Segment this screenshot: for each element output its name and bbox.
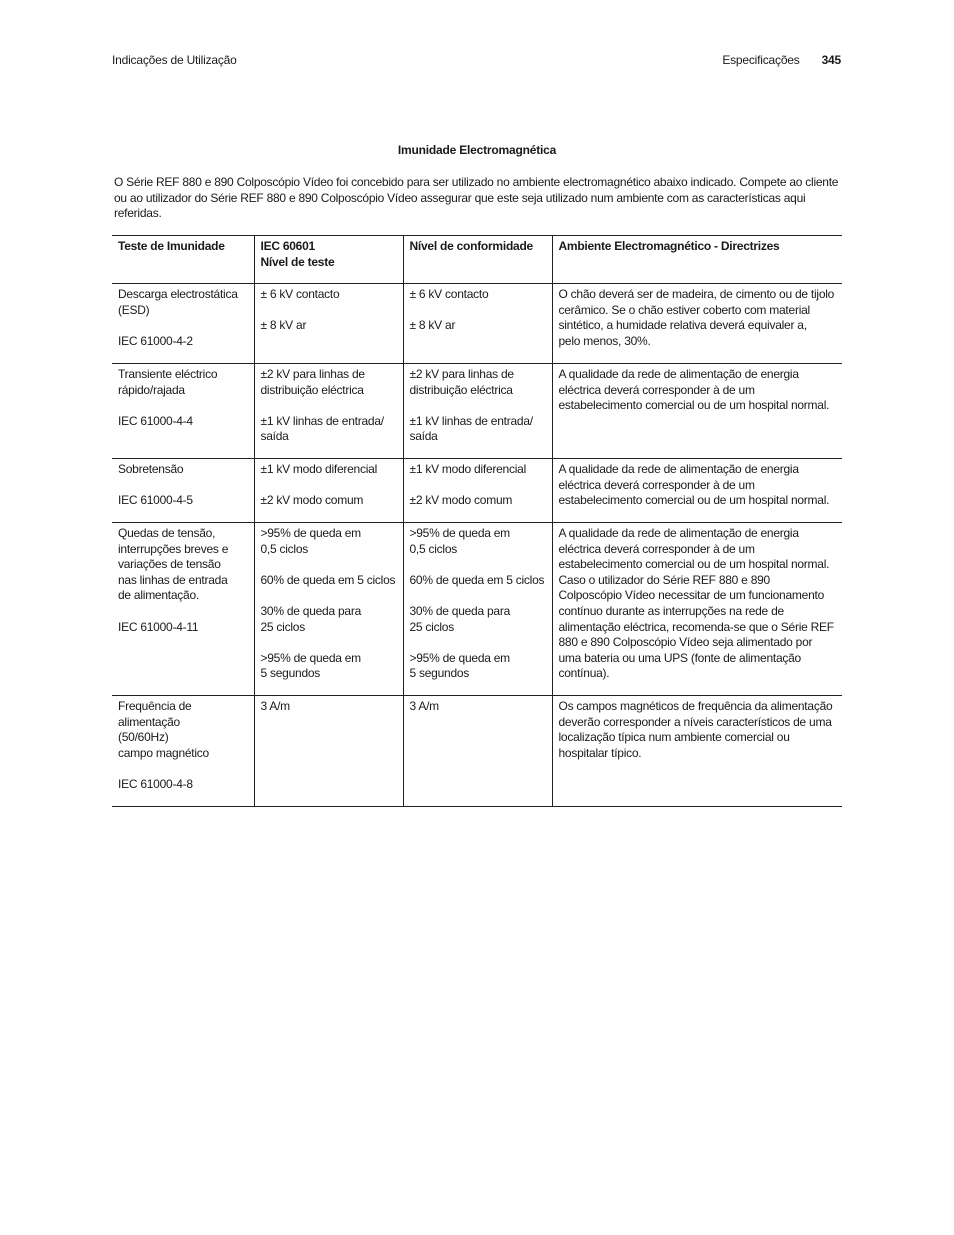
cell-compliance-level: ±2 kV para linhas de distribuição eléctrica ±1 kV linhas de entrada/ saída — [403, 364, 552, 459]
cell-iec-test-level: ±2 kV para linhas de distribuição eléctrica ±1 kV linhas de entrada/ saída — [254, 364, 403, 459]
cell-iec-test-level: ± 6 kV contacto ± 8 kV ar — [254, 284, 403, 364]
cell-immunity-test: Descarga electrostática (ESD) IEC 61000-4-2 — [112, 284, 254, 364]
table-row — [112, 284, 842, 364]
cell-environment-guidance: A qualidade da rede de alimentação de energia eléctrica deverá corresponder à de um estabelecimento comercial ou de um hospital normal. — [552, 364, 842, 459]
column-header-environment-guidance: Ambiente Electromagnético - Directrizes — [552, 236, 842, 284]
column-header-immunity-test: Teste de Imunidade — [112, 236, 254, 284]
cell-environment-guidance: A qualidade da rede de alimentação de energia eléctrica deverá corresponder à de um estabelecimento comercial ou de um hospital normal. Caso o utilizador do Série REF 880 e 890 Colposcópio Vídeo necessitar de um funcionamento contínuo durante as interrupções na rede de alimentação eléctrica, recomenda-se que o Série REF 880 e 890 Colposcópio Vídeo seja alimentado por uma bateria ou uma UPS (fonte de alimentação contínua). — [552, 523, 842, 696]
table-row — [112, 459, 842, 523]
cell-environment-guidance: Os campos magnéticos de frequência da alimentação deverão corresponder a níveis característicos de uma localização típica num ambiente comercial ou hospitalar típico. — [552, 696, 842, 807]
cell-compliance-level: ±1 kV modo diferencial ±2 kV modo comum — [403, 459, 552, 523]
cell-compliance-level: >95% de queda em 0,5 ciclos 60% de queda em 5 ciclos 30% de queda para 25 ciclos >95% de queda em 5 segundos — [403, 523, 552, 696]
cell-iec-test-level: 3 A/m — [254, 696, 403, 807]
table-row — [112, 696, 842, 807]
running-header-right — [722, 53, 841, 67]
table-row — [112, 364, 842, 459]
table-row — [112, 523, 842, 696]
running-header-section: Especificações — [722, 53, 800, 67]
immunity-table — [112, 235, 842, 807]
column-header-iec-test-level: IEC 60601 Nível de teste — [254, 236, 403, 284]
running-header-chapter: Indicações de Utilização — [112, 53, 237, 67]
document-title: Imunidade Electromagnética — [397, 143, 557, 157]
cell-compliance-level: 3 A/m — [403, 696, 552, 807]
cell-immunity-test: Transiente eléctrico rápido/rajada IEC 61000-4-4 — [112, 364, 254, 459]
cell-iec-test-level: >95% de queda em 0,5 ciclos 60% de queda em 5 ciclos 30% de queda para 25 ciclos >95% de queda em 5 segundos — [254, 523, 403, 696]
page-number: 345 — [821, 53, 841, 67]
cell-immunity-test: Frequência de alimentação (50/60Hz) campo magnético IEC 61000-4-8 — [112, 696, 254, 807]
cell-environment-guidance: O chão deverá ser de madeira, de cimento ou de tijolo cerâmico. Se o chão estiver coberto com material sintético, a humidade relativa deverá equivaler a, pelo menos, 30%. — [552, 284, 842, 364]
column-header-compliance-level: Nível de conformidade — [403, 236, 552, 284]
cell-iec-test-level: ±1 kV modo diferencial ±2 kV modo comum — [254, 459, 403, 523]
table-header-row — [112, 236, 842, 284]
cell-environment-guidance: A qualidade da rede de alimentação de energia eléctrica deverá corresponder à de um estabelecimento comercial ou de um hospital normal. — [552, 459, 842, 523]
cell-compliance-level: ± 6 kV contacto ± 8 kV ar — [403, 284, 552, 364]
cell-immunity-test: Quedas de tensão, interrupções breves e variações de tensão nas linhas de entrada de alimentação. IEC 61000-4-11 — [112, 523, 254, 696]
intro-paragraph: O Série REF 880 e 890 Colposcópio Vídeo foi concebido para ser utilizado no ambiente electromagnético abaixo indicado. Compete ao cliente ou ao utilizador do Série REF 880 e 890 Colposcópio Vídeo assegurar que este seja utilizado num ambiente com as características aqui referidas. — [114, 175, 839, 220]
cell-immunity-test: Sobretensão IEC 61000-4-5 — [112, 459, 254, 523]
